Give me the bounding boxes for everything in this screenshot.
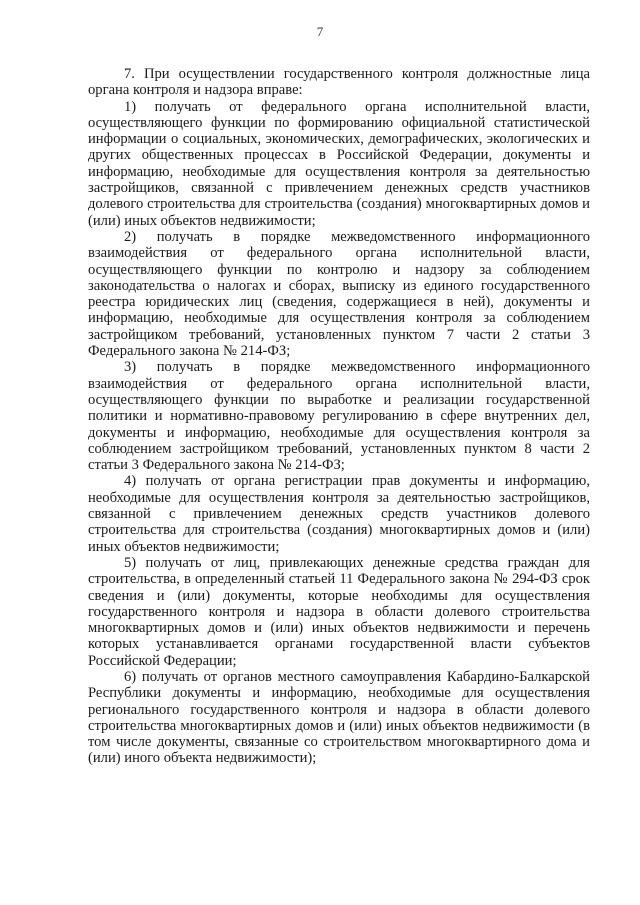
intro-paragraph: 7. При осуществлении государственного контроля должностные лица органа контроля и надзора вправе: <box>88 66 590 99</box>
list-item: 5) получать от лиц, привлекающих денежные средства граждан для строительства, в определенный статьей 11 Федерального закона № 294-ФЗ срок сведения и (или) документы, которые необходимы для осуществления государственного контроля и надзора в области долевого строительства многоквартирных домов и (или) иных объектов недвижимости и перечень которых устанавливается органами государственной власти субъектов Российской Федерации; <box>88 554 590 669</box>
list-item: 1) получать от федерального органа исполнительной власти, осуществляющего функции по формированию официальной статистической информации о социальных, экономических, демографических, экологических и других общественных процессах в Российской Федерации, документы и информацию, необходимые для осуществления контроля за деятельностью застройщиков, связанной с привлечением денежных средств участников долевого строительства для строительства (создания) многоквартирных домов и (или) иных объектов недвижимости; <box>88 98 590 229</box>
document-body <box>88 66 590 767</box>
list-item: 2) получать в порядке межведомственного информационного взаимодействия от федерального органа исполнительной власти, осуществляющего функции по контролю и надзору за соблюдением законодательства о налогах и сборах, выписку из единого государственного реестра юридических лиц (сведения, содержащиеся в ней), документы и информацию, необходимые для осуществления контроля за соблюдением застройщиком требований, установленных пунктом 7 части 2 статьи 3 Федерального закона № 214-ФЗ; <box>88 228 590 360</box>
page-number: 7 <box>316 24 324 39</box>
list-item: 3) получать в порядке межведомственного информационного взаимодействия от федерального органа исполнительной власти, осуществляющего функции по выработке и реализации государственной политики и нормативно-правовому регулированию в сфере внутренних дел, документы и информацию, необходимые для осуществления контроля за соблюдением застройщиком требований, установленных пунктом 8 части 2 статьи 3 Федерального закона № 214-ФЗ; <box>88 359 590 474</box>
list-item: 6) получать от органов местного самоуправления Кабардино-Балкарской Республики документы и информацию, необходимые для осуществления регионального государственного контроля и надзора в области долевого строительства многоквартирных домов и (или) иных объектов недвижимости (в том числе документы, связанные со строительством многоквартирного дома и (или) иного объекта недвижимости); <box>88 668 590 767</box>
list-item: 4) получать от органа регистрации прав документы и информацию, необходимые для осуществления контроля за деятельностью застройщиков, связанной с привлечением денежных средств участников долевого строительства для строительства (создания) многоквартирных домов и (или) иных объектов недвижимости; <box>88 473 590 555</box>
